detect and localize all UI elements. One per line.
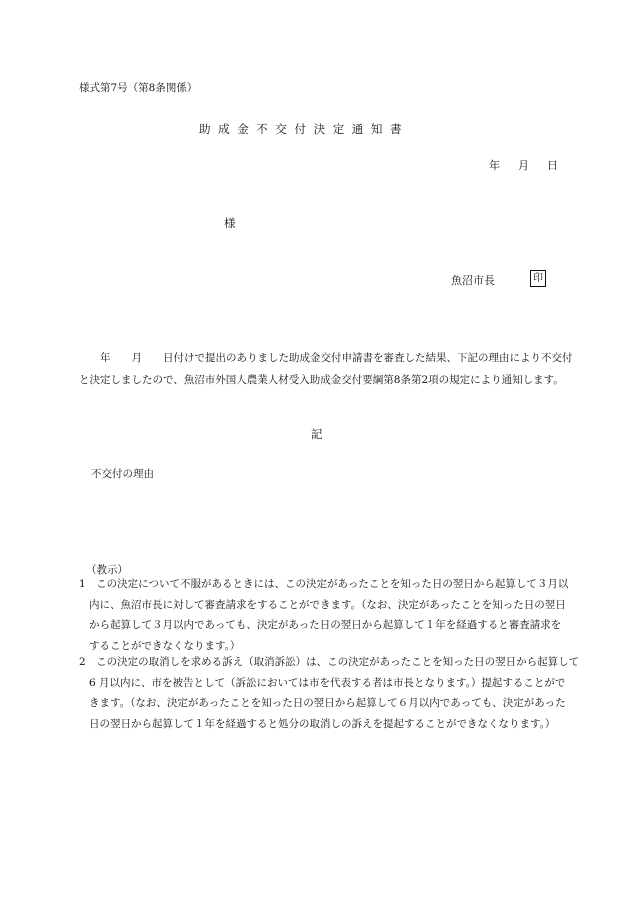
date-year: 年 bbox=[489, 159, 500, 172]
issuer-name: 魚沼市長 bbox=[451, 274, 495, 287]
date-month: 月 bbox=[518, 159, 529, 172]
note-1-line-4: することができなくなります。） bbox=[89, 639, 241, 652]
note-1-line-3: から起算して３月以内であっても、決定があった日の翌日から起算して１年を経過すると審査請求を bbox=[89, 619, 562, 631]
form-number: 様式第7号（第8条関係） bbox=[79, 82, 198, 94]
note-2-line-4: 日の翌日から起算して１年を経過すると処分の取消しの訴えを提起することができなくなります。） bbox=[89, 717, 556, 730]
ki-heading: 記 bbox=[311, 427, 323, 441]
note-1-line-2: 内に、魚沼市長に対して審査請求をすることができます。（なお、決定があったことを知った日の翌日 bbox=[89, 598, 566, 611]
notes-label: （教示） bbox=[86, 564, 128, 576]
date-line bbox=[489, 157, 558, 173]
seal-mark: 印 bbox=[530, 270, 546, 287]
note-1-line-1: 1 この決定について不服があるときには、この決定があったことを知った日の翌日から起算して３月以 bbox=[79, 578, 569, 590]
note-item-1 bbox=[79, 574, 579, 656]
body-line-2: と決定しましたので、魚沼市外国人農業人材受入助成金交付要綱第8条第2項の規定により通知します。 bbox=[79, 374, 564, 386]
note-2-line-1: 2 この決定の取消しを求める訴え（取消訴訟）は、この決定があったことを知った日の翌日から起算して bbox=[79, 656, 580, 668]
note-item-2 bbox=[79, 652, 579, 734]
note-2-line-3: きます。（なお、決定があったことを知った日の翌日から起算して６月以内であっても、決定があった bbox=[89, 697, 566, 709]
body-line-1: 年 月 日付けで提出のありました助成金交付申請書を審査した結果、下記の理由により不交付 bbox=[79, 352, 573, 364]
note-2-line-2: 6 月以内に、市を被告として（訴訟においては市を代表する者は市長となります。）提起することがで bbox=[89, 676, 566, 689]
date-day: 日 bbox=[547, 159, 558, 172]
addressee: 様 bbox=[224, 216, 236, 230]
document-title: 助成金不交付決定通知書 bbox=[199, 122, 410, 136]
notice-body bbox=[79, 347, 575, 391]
reason-label: 不交付の理由 bbox=[91, 468, 154, 480]
